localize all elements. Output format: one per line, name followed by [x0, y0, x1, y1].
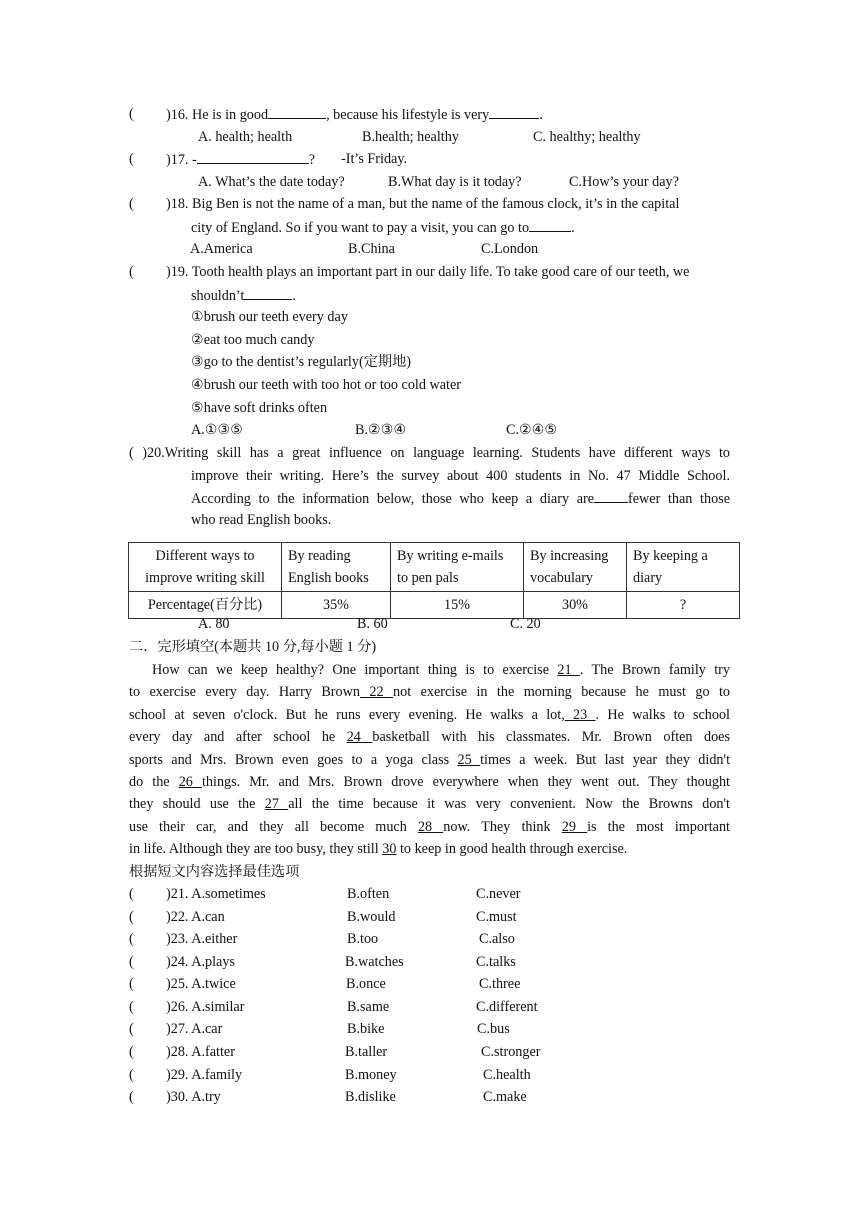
passage-line: sports and Mrs. Brown even goes to a yoga class 25 times a week. But last year they didn't — [129, 752, 731, 768]
cloze-item-a: )21. A.sometimes — [166, 886, 266, 902]
cloze-item-b: B.often — [347, 886, 390, 902]
answer-paren: ( — [129, 976, 134, 992]
option-c: C. 20 — [510, 616, 541, 632]
question-text: )16. He is in good , because his lifestyle is very . — [166, 104, 543, 125]
cloze-item-c: C.stronger — [481, 1044, 541, 1060]
table-row — [129, 543, 740, 592]
option-b: B. 60 — [357, 616, 388, 632]
answer-paren: ( — [129, 886, 134, 902]
answer-paren: ( — [129, 954, 134, 970]
option-c: C.②④⑤ — [506, 422, 558, 438]
cloze-item-b: B.taller — [345, 1044, 388, 1060]
question-reply: -It’s Friday. — [341, 151, 408, 167]
answer-paren: ( — [129, 1044, 134, 1060]
question-text-cont: city of England. So if you want to pay a visit, you can go to . — [191, 217, 575, 238]
table-cell: Percentage(百分比) — [129, 592, 282, 619]
answer-paren: ( — [129, 106, 134, 122]
cloze-item-a: )30. A.try — [166, 1089, 221, 1105]
cloze-item-b: B.would — [347, 909, 396, 925]
option-c: C.London — [481, 241, 539, 257]
table-header-cell: By reading English books — [282, 543, 391, 592]
option-a: A.America — [190, 241, 253, 257]
passage-line: How can we keep healthy? One important thing is to exercise 21 . The Brown family try — [152, 662, 731, 678]
section-title: 二．完形填空(本题共 10 分,每小题 1 分) — [129, 639, 377, 655]
list-item: ④brush our teeth with too hot or too cold water — [191, 377, 462, 393]
answer-paren: ( — [129, 999, 134, 1015]
cloze-item-a: )24. A.plays — [166, 954, 235, 970]
option-c: C.How’s your day? — [569, 174, 679, 190]
option-a: A. What’s the date today? — [198, 174, 345, 190]
cloze-item-c: C.health — [483, 1067, 531, 1083]
answer-blank — [594, 488, 628, 503]
cloze-item-c: C.bus — [477, 1021, 510, 1037]
cloze-item-a: )26. A.similar — [166, 999, 245, 1015]
option-c: C. healthy; healthy — [533, 129, 641, 145]
table-header-cell: By keeping a diary — [627, 543, 740, 592]
passage-line: use their car, and they all become much 28 now. They think 29 is the most important — [129, 819, 730, 835]
question-text: )17. - ? — [166, 149, 315, 170]
cloze-item-a: )28. A.fatter — [166, 1044, 235, 1060]
cloze-item-c: C.make — [483, 1089, 527, 1105]
cloze-item-c: C.three — [479, 976, 521, 992]
cloze-item-c: C.also — [479, 931, 515, 947]
cloze-item-b: B.watches — [345, 954, 404, 970]
answer-blank — [244, 285, 292, 300]
answer-paren: ( — [129, 931, 134, 947]
table-header-cell: By writing e-mails to pen pals — [391, 543, 524, 592]
passage-line: in life. Although they are too busy, they still 30 to keep in good health through exercise. — [129, 841, 628, 857]
cloze-item-c: C.talks — [476, 954, 516, 970]
question-text-cont: improve their writing. Here’s the survey about 400 students in No. 47 Middle School. — [191, 468, 730, 484]
cloze-item-b: B.dislike — [345, 1089, 396, 1105]
table-header-cell: Different ways to improve writing skill — [129, 543, 282, 592]
table-cell: 30% — [524, 592, 627, 619]
question-text: ( )20.Writing skill has a great influence on language learning. Students have different ways to — [129, 445, 730, 461]
answer-blank — [529, 217, 571, 232]
cloze-item-b: B.money — [345, 1067, 397, 1083]
table-cell: 35% — [282, 592, 391, 619]
option-a: A. 80 — [198, 616, 230, 632]
option-a: A.①③⑤ — [191, 422, 243, 438]
option-b: B.health; healthy — [362, 129, 459, 145]
cloze-item-a: )22. A.can — [166, 909, 225, 925]
cloze-item-b: B.once — [346, 976, 386, 992]
answer-paren: ( — [129, 1067, 134, 1083]
question-text-cont: who read English books. — [191, 512, 332, 528]
passage-line: to exercise every day. Harry Brown 22 not exercise in the morning because he must go to — [129, 684, 731, 700]
answer-paren: ( — [129, 196, 134, 212]
cloze-item-b: B.same — [347, 999, 390, 1015]
cloze-item-a: )29. A.family — [166, 1067, 243, 1083]
cloze-item-b: B.too — [347, 931, 379, 947]
cloze-item-a: )25. A.twice — [166, 976, 236, 992]
list-item: ③go to the dentist’s regularly(定期地) — [191, 354, 411, 370]
survey-table — [128, 542, 740, 619]
answer-paren: ( — [129, 909, 134, 925]
answer-paren: ( — [129, 264, 134, 280]
passage-line: do the 26 things. Mr. and Mrs. Brown drove everywhere when they went out. They thought — [129, 774, 730, 790]
answer-paren: ( — [129, 1021, 134, 1037]
option-b: B.China — [348, 241, 395, 257]
passage-line: they should use the 27 all the time because it was very convenient. Now the Browns don't — [129, 796, 730, 812]
question-text: )18. Big Ben is not the name of a man, but the name of the famous clock, it’s in the capital — [166, 196, 680, 212]
cloze-item-c: C.must — [476, 909, 517, 925]
table-cell: 15% — [391, 592, 524, 619]
answer-blank — [197, 149, 309, 164]
cloze-item-b: B.bike — [347, 1021, 385, 1037]
answer-blank — [268, 104, 326, 119]
passage-line: school at seven o'clock. But he runs every evening. He walks a lot, 23 . He walks to school — [129, 707, 730, 723]
passage-line: every day and after school he 24 basketball with his classmates. Mr. Brown often does — [129, 729, 730, 745]
cloze-item-c: C.different — [476, 999, 538, 1015]
option-b: B.What day is it today? — [388, 174, 522, 190]
cloze-item-a: )27. A.car — [166, 1021, 223, 1037]
instruction-text: 根据短文内容选择最佳选项 — [129, 864, 300, 880]
answer-blank — [489, 104, 539, 119]
question-text-cont: According to the information below, those who keep a diary are fewer than those — [191, 488, 730, 509]
option-b: B.②③④ — [355, 422, 407, 438]
question-text: )19. Tooth health plays an important part in our daily life. To take good care of our teeth, we — [166, 264, 690, 280]
cloze-item-a: )23. A.either — [166, 931, 238, 947]
table-cell: ? — [627, 592, 740, 619]
list-item: ②eat too much candy — [191, 332, 315, 348]
list-item: ⑤have soft drinks often — [191, 400, 328, 416]
option-a: A. health; health — [198, 129, 293, 145]
table-header-cell: By increasing vocabulary — [524, 543, 627, 592]
cloze-item-c: C.never — [476, 886, 521, 902]
list-item: ①brush our teeth every day — [191, 309, 348, 325]
question-text-cont: shouldn’t . — [191, 285, 296, 306]
answer-paren: ( — [129, 1089, 134, 1105]
answer-paren: ( — [129, 151, 134, 167]
